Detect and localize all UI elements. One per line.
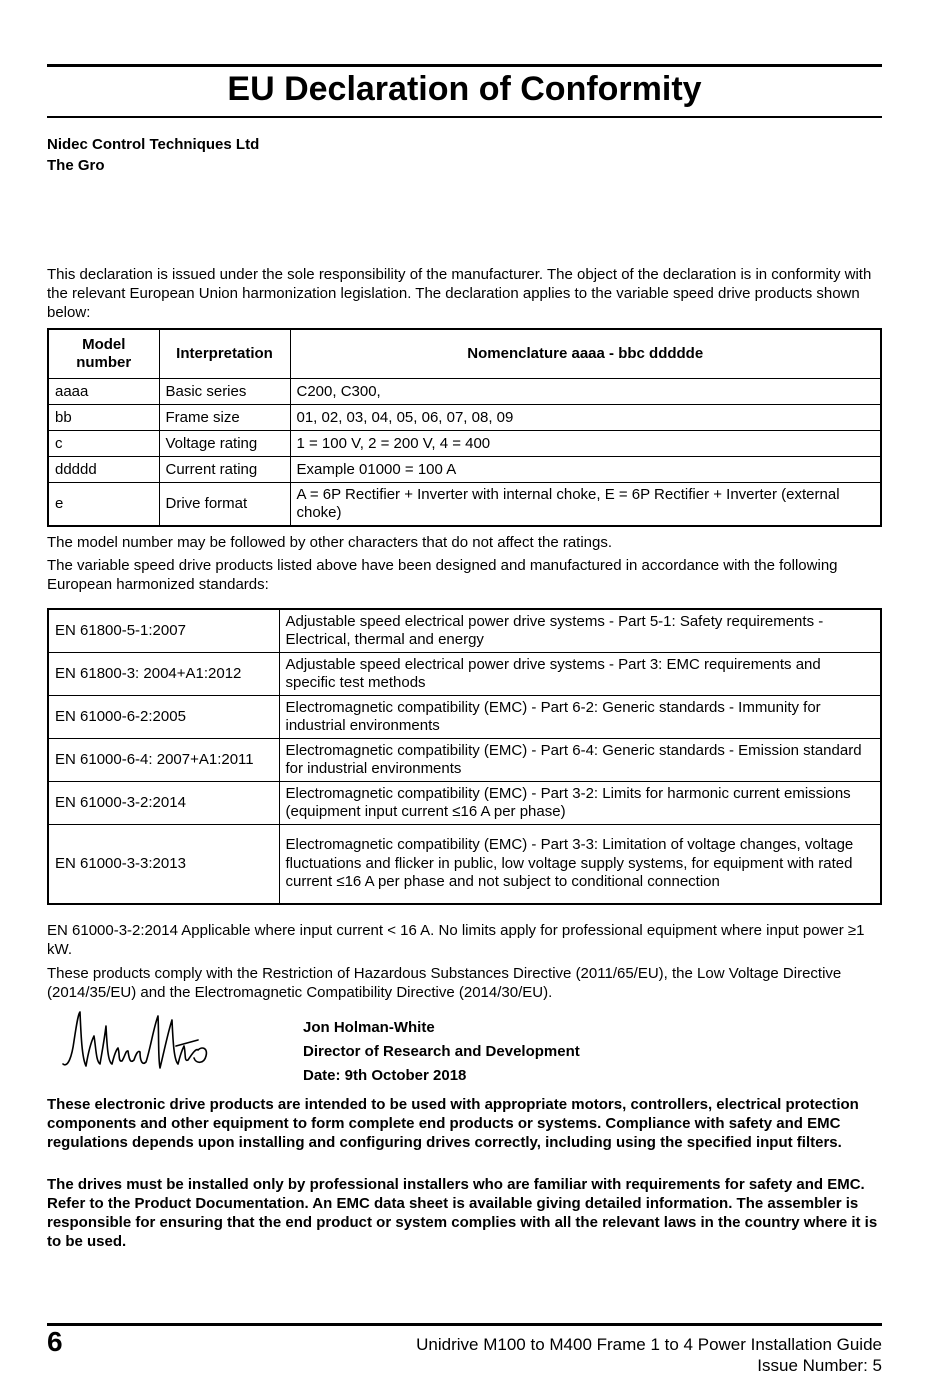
title-rule	[47, 116, 882, 118]
table-cell: Current rating	[159, 457, 290, 483]
standard-code: EN 61000-3-3:2013	[48, 825, 279, 905]
table-row	[48, 739, 881, 782]
standard-description: Adjustable speed electrical power drive systems - Part 3: EMC requirements and specific test methods	[279, 653, 881, 696]
standard-description: Electromagnetic compatibility (EMC) - Part 6-2: Generic standards - Immunity for industrial environments	[279, 696, 881, 739]
signature-image	[58, 1006, 218, 1081]
intro-paragraph: This declaration is issued under the sole responsibility of the manufacturer. The object of the declaration is in conformity with the relevant European Union harmonization legislation. The declaration applies to the variable speed drive products shown below:	[47, 266, 872, 321]
table-cell: Basic series	[159, 379, 290, 405]
table-cell: 01, 02, 03, 04, 05, 06, 07, 08, 09	[290, 405, 881, 431]
table-row	[48, 431, 881, 457]
applicability-note: EN 61000-3-2:2014 Applicable where input current < 16 A. No limits apply for professional equipment where input power ≥1 kW.	[47, 922, 865, 958]
usage-notice: These electronic drive products are intended to be used with appropriate motors, controllers, electrical protection components and other equipment to form complete end products or systems. Compliance with safety and EMC regulations depends upon installing and configuring drives correctly, including using the specified input filters.	[47, 1096, 859, 1151]
standard-code: EN 61800-5-1:2007	[48, 609, 279, 653]
issue-number: Issue Number: 5	[757, 1356, 882, 1375]
table-row	[48, 483, 881, 527]
table-cell: c	[48, 431, 159, 457]
table-cell: Frame size	[159, 405, 290, 431]
table-row	[48, 457, 881, 483]
table-cell: Drive format	[159, 483, 290, 527]
table-cell: Voltage rating	[159, 431, 290, 457]
standard-description: Electromagnetic compatibility (EMC) - Part 3-2: Limits for harmonic current emissions (equipment input current ≤16 A per phase)	[279, 782, 881, 825]
table-row	[48, 405, 881, 431]
standard-code: EN 61000-6-2:2005	[48, 696, 279, 739]
footer-text	[416, 1334, 882, 1376]
top-rule	[47, 64, 882, 67]
table-cell: 1 = 100 V, 2 = 200 V, 4 = 400	[290, 431, 881, 457]
company-name: Nidec Control Techniques Ltd	[47, 136, 260, 153]
standard-code: EN 61000-6-4: 2007+A1:2011	[48, 739, 279, 782]
signatory-role: Director of Research and Development	[303, 1043, 580, 1060]
model-number-note: The model number may be followed by other characters that do not affect the ratings.	[47, 534, 613, 551]
table-row	[48, 696, 881, 739]
table-row	[48, 825, 881, 905]
table-row	[48, 609, 881, 653]
standards-table	[47, 608, 882, 905]
column-header: Interpretation	[159, 329, 290, 379]
standard-description: Adjustable speed electrical power drive systems - Part 5-1: Safety requirements - Electrical, thermal and energy	[279, 609, 881, 653]
declaration-date: Date: 9th October 2018	[303, 1067, 467, 1084]
table-row	[48, 379, 881, 405]
installation-notice: The drives must be installed only by professional installers who are familiar with requirements for safety and EMC. Refer to the Product Documentation. An EMC data sheet is available giving detailed information. The assembler is responsible for ensuring that the end product or system complies with all the relevant laws in the country where it is to be used.	[47, 1176, 878, 1250]
table-cell: Example 01000 = 100 A	[290, 457, 881, 483]
document-title: Unidrive M100 to M400 Frame 1 to 4 Power Installation Guide	[416, 1335, 882, 1354]
table-cell: bb	[48, 405, 159, 431]
standard-code: EN 61000-3-2:2014	[48, 782, 279, 825]
page-title: EU Declaration of Conformity	[227, 70, 702, 108]
table-cell: aaaa	[48, 379, 159, 405]
table-header-row	[48, 329, 881, 379]
signatory-name: Jon Holman-White	[303, 1019, 435, 1036]
signatory-block	[303, 1016, 580, 1088]
company-block	[47, 134, 259, 176]
table-row	[48, 653, 881, 696]
table-cell: e	[48, 483, 159, 527]
page-number: 6	[47, 1326, 63, 1357]
standard-description: Electromagnetic compatibility (EMC) - Part 6-4: Generic standards - Emission standard for industrial environments	[279, 739, 881, 782]
company-address-line: The Gro	[47, 157, 105, 174]
standard-description: Electromagnetic compatibility (EMC) - Part 3-3: Limitation of voltage changes, voltage fluctuations and flicker in public, low voltage supply systems, for equipment with rated current ≤16 A per phase and not subject to conditional connection	[279, 825, 881, 905]
standard-code: EN 61800-3: 2004+A1:2012	[48, 653, 279, 696]
model-number-table	[47, 328, 882, 527]
column-header: Model number	[48, 329, 159, 379]
harmonized-standards-intro: The variable speed drive products listed above have been designed and manufactured in accordance with the following European harmonized standards:	[47, 557, 838, 593]
directives-compliance: These products comply with the Restriction of Hazardous Substances Directive (2011/65/EU), the Low Voltage Directive (2014/35/EU) and the Electromagnetic Compatibility Directive (2014/30/EU).	[47, 965, 842, 1001]
table-cell: C200, C300,	[290, 379, 881, 405]
column-header: Nomenclature aaaa - bbc ddddde	[290, 329, 881, 379]
footer-rule	[47, 1323, 882, 1326]
table-cell: ddddd	[48, 457, 159, 483]
table-cell: A = 6P Rectifier + Inverter with internal choke, E = 6P Rectifier + Inverter (external choke)	[290, 483, 881, 527]
table-row	[48, 782, 881, 825]
